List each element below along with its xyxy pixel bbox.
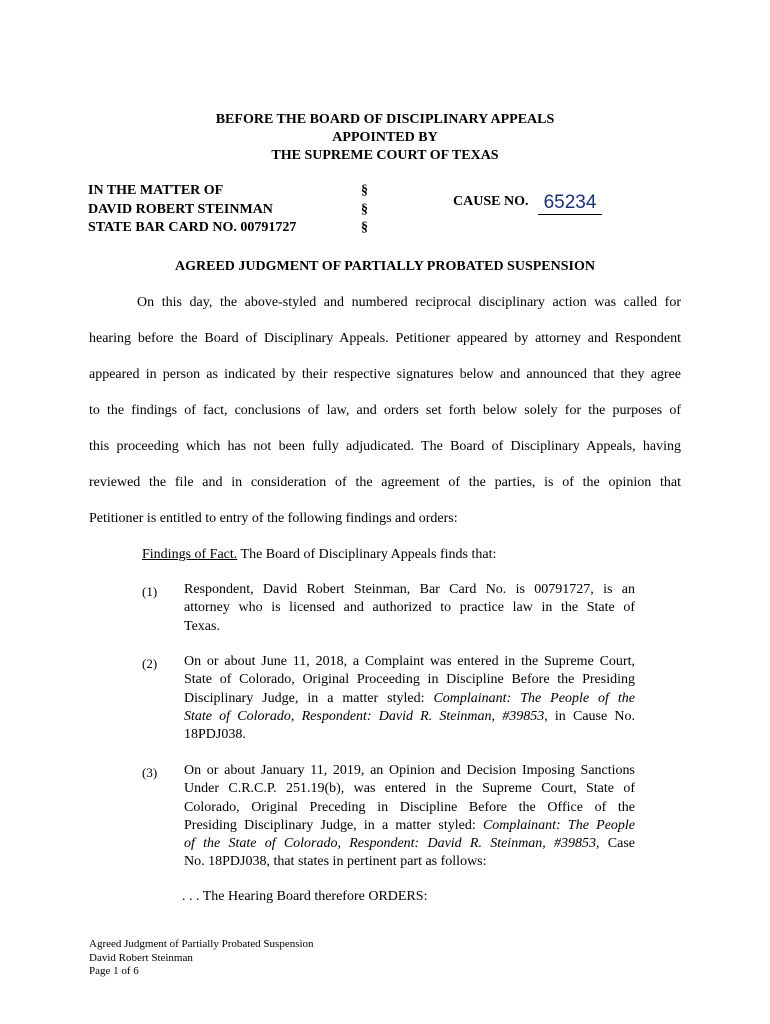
header-line-1: BEFORE THE BOARD OF DISCIPLINARY APPEALS [215,112,555,127]
item-italic: State of Colorado, Respondent: David R. Steinman, #39853 [184,708,545,724]
section-symbol: § [361,183,368,198]
caption-line: STATE BAR CARD NO. 00791727 [88,220,297,235]
paragraph-line: this proceeding which has not been fully adjudicated. The Board of Disciplinary Appeals, having [89,439,681,454]
section-symbol: § [361,220,368,235]
item-line: Under C.R.C.P. 251.19(b), was entered in the Supreme Court, State of [184,781,635,797]
item-number: (2) [142,656,158,671]
case-caption [88,182,296,238]
item-line: State of Colorado, Original Proceeding in Discipline Before the Presiding [184,672,635,688]
item-italic: Complainant: The People of the [433,690,635,706]
paragraph-line: On this day, the above-styled and numbered reciprocal disciplinary action was called for [137,295,681,310]
item-line: Colorado, Original Preceding in Discipline Before the Office of the [184,799,635,815]
section-symbols [361,182,368,238]
caption-line: DAVID ROBERT STEINMAN [88,201,273,217]
item-line-mixed [184,817,635,835]
paragraph-line: appeared in person as indicated by their respective signatures below and announced that they agree [89,367,681,382]
finding-item-3 [184,762,635,872]
item-line: No. 18PDJ038, that states in pertinent part as follows: [184,854,487,870]
header-line-3: THE SUPREME COURT OF TEXAS [271,148,499,163]
finding-item-2 [184,653,635,744]
item-italic: of the State of Colorado, Respondent: David R. Steinman, #39853 [184,836,597,852]
item-text: Disciplinary Judge, in a matter styled: [184,690,434,706]
footer-title: Agreed Judgment of Partially Probated Suspension [89,938,314,950]
item-text: , in Cause No. [544,708,635,724]
item-text: Presiding Disciplinary Judge, in a matter styled: [184,817,483,833]
item-line-mixed [184,708,635,726]
paragraph-line: hearing before the Board of Disciplinary Appeals. Petitioner appeared by attorney and Respondent [89,331,681,346]
item-line: Respondent, David Robert Steinman, Bar Card No. is 00791727, is an [184,582,635,597]
item-text: , Case [596,836,635,852]
findings-intro: The Board of Disciplinary Appeals finds that: [237,547,497,562]
item-line: On or about January 11, 2019, an Opinion and Decision Imposing Sanctions [184,763,635,778]
item-italic: Complainant: The People [482,817,636,833]
paragraph-line: reviewed the file and in consideration of the agreement of the parties, is of the opinion that [89,475,681,490]
paragraph-line: to the findings of fact, conclusions of law, and orders set forth below solely for the purposes of [89,403,681,418]
item-line: attorney who is licensed and authorized to practice law in the State of [184,600,635,616]
page-footer [89,938,314,979]
footer-name: David Robert Steinman [89,951,193,964]
item-line: 18PDJ038. [184,727,246,743]
header-line-2: APPOINTED BY [332,130,438,145]
item-line: Texas. [184,618,220,634]
item-number: (1) [142,584,158,599]
item-line-mixed [184,835,635,853]
order-quote: . . . The Hearing Board therefore ORDERS: [182,889,428,904]
findings-label: Findings of Fact. [142,547,238,562]
section-symbol: § [361,201,368,217]
judgment-title: AGREED JUDGMENT OF PARTIALLY PROBATED SUSPENSION [175,259,595,274]
findings-heading [142,546,496,564]
item-line: On or about June 11, 2018, a Complaint was entered in the Supreme Court, [184,654,635,669]
page-number: Page 1 of 6 [89,965,139,977]
court-header [0,111,770,165]
cause-number-field[interactable]: 65234 [538,192,602,215]
item-line-mixed [184,690,635,708]
caption-line: IN THE MATTER OF [88,183,224,198]
paragraph-line: Petitioner is entitled to entry of the following findings and orders: [89,511,458,526]
cause-label: CAUSE NO. [453,194,529,209]
item-number: (3) [142,765,158,780]
finding-item-1 [184,581,635,636]
